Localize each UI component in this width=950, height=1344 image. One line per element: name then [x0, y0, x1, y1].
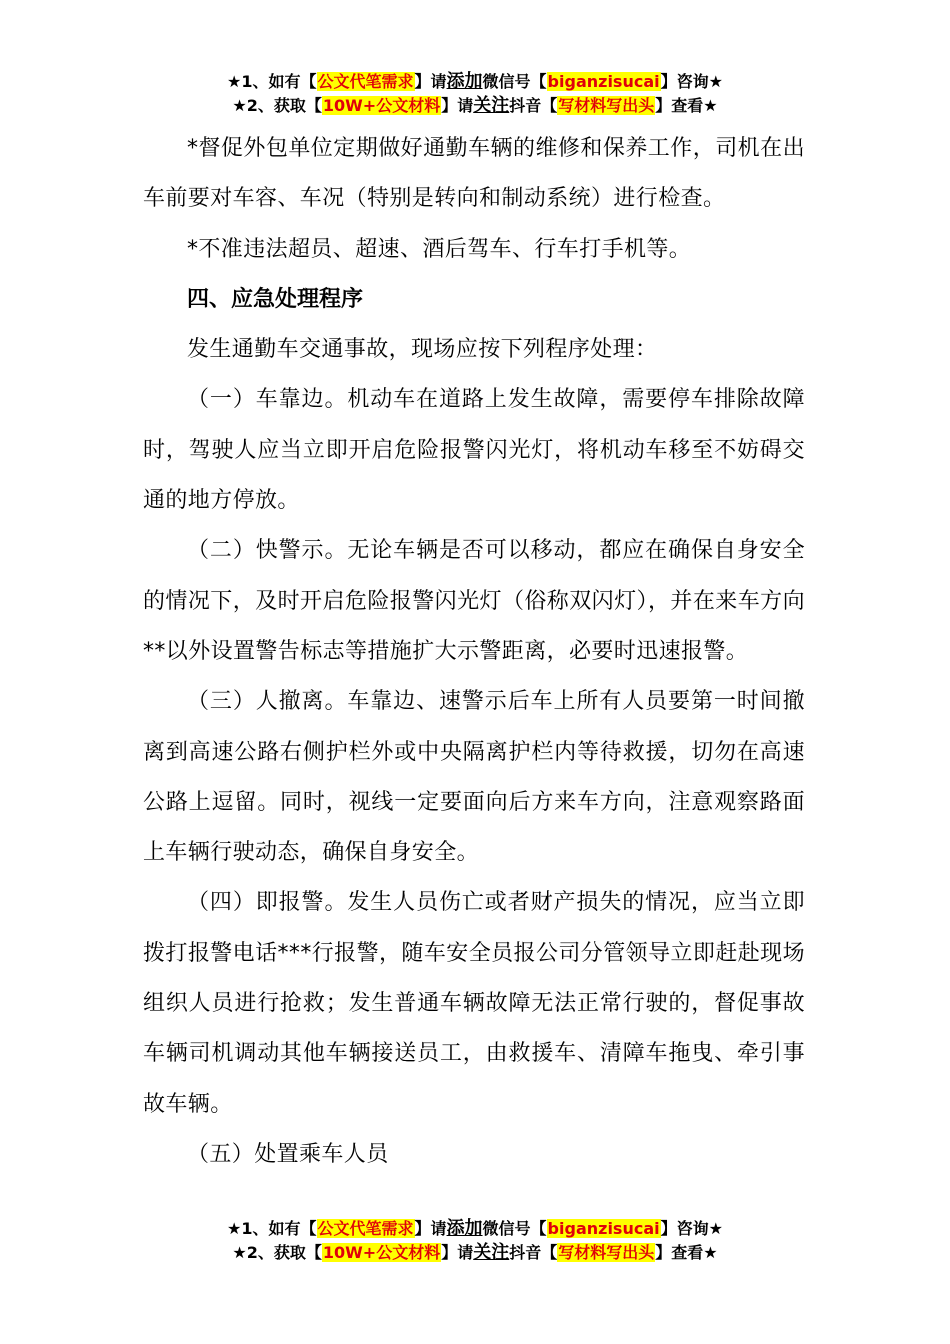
footer-banner — [0, 1217, 950, 1265]
paragraph-intro: 发生通勤车交通事故，现场应按下列程序处理： — [187, 337, 658, 363]
banner-line-1 — [0, 1217, 950, 1241]
banner-underlined: 添加 — [446, 1218, 483, 1239]
banner-highlight: 10W+公文材料 — [322, 96, 441, 115]
banner-text: 抖音【 — [509, 1243, 558, 1262]
banner-highlight: 10W+公文材料 — [322, 1243, 441, 1262]
banner-text: 】请 — [414, 1219, 447, 1238]
banner-underlined: 关注 — [473, 95, 510, 116]
banner-text: 】咨询★ — [660, 1219, 723, 1238]
section-heading: 四、应急处理程序 — [187, 286, 364, 312]
paragraph-step-1: （一）车靠边。机动车在道路上发生故障，需要停车排除故障时，驾驶人应当立即开启危险报警闪光灯，将机动车移至不妨碍交通的地方停放。 — [143, 387, 805, 514]
paragraph-step-5: （五）处置乘车人员 — [187, 1141, 389, 1167]
banner-text: 微信号【 — [482, 1219, 547, 1238]
banner-text: 微信号【 — [482, 72, 547, 91]
banner-text: ★1、如有【 — [227, 1219, 317, 1238]
paragraph-step-3: （三）人撤离。车靠边、速警示后车上所有人员要第一时间撤离到高速公路右侧护栏外或中央隔离护栏内等待救援，切勿在高速公路上逗留。同时，视线一定要面向后方来车方向，注意观察路面上车辆行驶动态，确保自身安全。 — [143, 689, 805, 866]
banner-highlight: 公文代笔需求 — [317, 1219, 414, 1238]
banner-line-2 — [0, 1241, 950, 1265]
banner-text: 抖音【 — [509, 96, 558, 115]
banner-line-2 — [0, 94, 950, 118]
banner-text: 】请 — [414, 72, 447, 91]
banner-text: 】请 — [441, 1243, 474, 1262]
banner-text: 】请 — [441, 96, 474, 115]
banner-highlight: biganzisucai — [547, 72, 660, 91]
banner-highlight: biganzisucai — [547, 1219, 660, 1238]
banner-text: ★2、获取【 — [232, 96, 322, 115]
banner-text: ★1、如有【 — [227, 72, 317, 91]
banner-line-1 — [0, 70, 950, 94]
paragraph-prohibitions: *不准违法超员、超速、酒后驾车、行车打手机等。 — [187, 236, 692, 262]
banner-highlight: 写材料写出头 — [558, 96, 655, 115]
banner-text: 】查看★ — [655, 1243, 718, 1262]
paragraph-maintenance: *督促外包单位定期做好通勤车辆的维修和保养工作，司机在出车前要对车容、车况（特别是转向和制动系统）进行检查。 — [143, 136, 805, 212]
banner-text: 】查看★ — [655, 96, 718, 115]
banner-underlined: 关注 — [473, 1242, 510, 1263]
paragraph-step-2: （二）快警示。无论车辆是否可以移动，都应在确保自身安全的情况下，及时开启危险报警闪光灯（俗称双闪灯），并在来车方向**以外设置警告标志等措施扩大示警距离，必要时迅速报警。 — [143, 538, 805, 664]
header-banner — [0, 70, 950, 118]
banner-underlined: 添加 — [446, 71, 483, 92]
banner-text: ★2、获取【 — [232, 1243, 322, 1262]
paragraph-step-4: （四）即报警。发生人员伤亡或者财产损失的情况，应当立即拨打报警电话***行报警，随车安全员报公司分管领导立即赶赴现场组织人员进行抢救；发生普通车辆故障无法正常行驶的，督促事故车辆司机调动其他车辆接送员工，由救援车、清障车拖曳、牵引事故车辆。 — [143, 890, 805, 1117]
document-body — [143, 124, 805, 1180]
banner-highlight: 写材料写出头 — [558, 1243, 655, 1262]
banner-text: 】咨询★ — [660, 72, 723, 91]
banner-highlight: 公文代笔需求 — [317, 72, 414, 91]
